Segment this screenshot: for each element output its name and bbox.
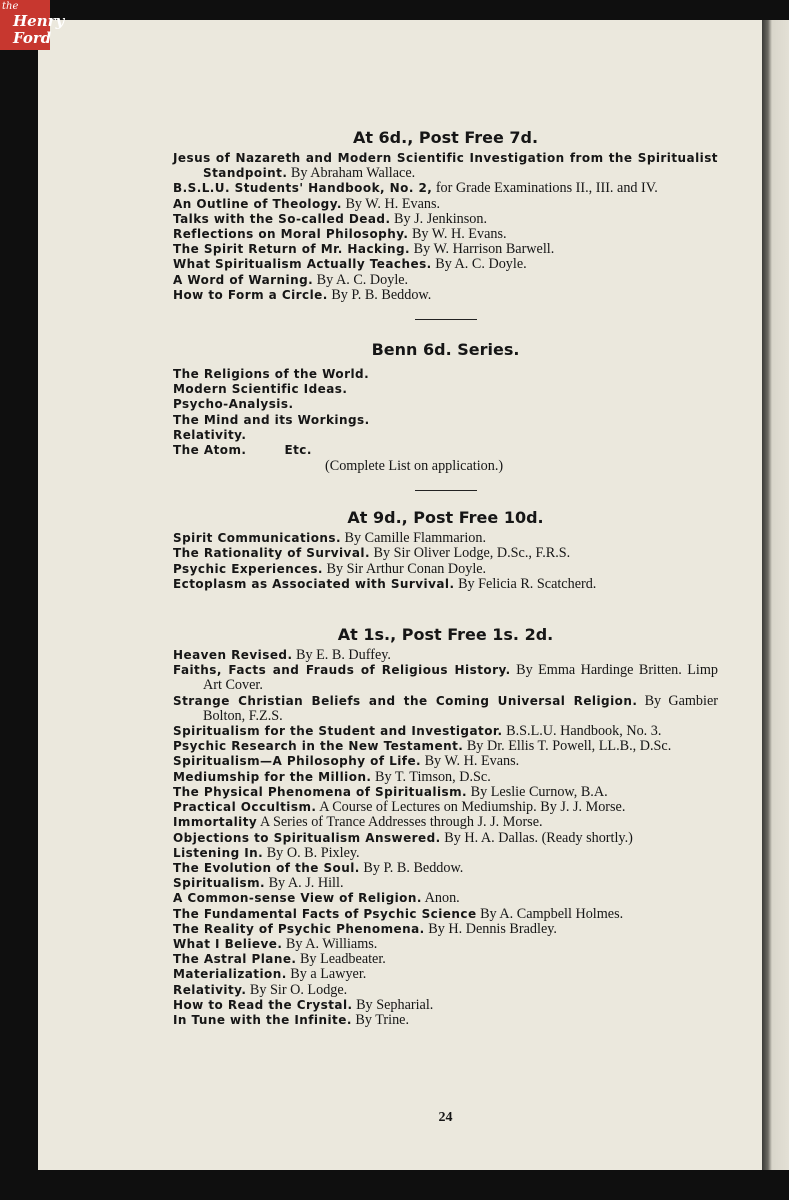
catalog-entry bbox=[173, 242, 718, 257]
section-divider bbox=[415, 319, 477, 320]
entry-title: In Tune with the Infinite. bbox=[173, 1012, 352, 1027]
entry-author: By Gambier Bolton, F.Z.S. bbox=[203, 692, 718, 724]
entry-author: B.S.L.U. Handbook, No. 3. bbox=[506, 723, 662, 740]
entry-title: The Evolution of the Soul. bbox=[173, 860, 360, 875]
entry-author: By P. B. Beddow. bbox=[331, 286, 432, 303]
catalog-entry bbox=[173, 739, 718, 754]
entry-title: The Atom. bbox=[173, 443, 247, 458]
book-gutter bbox=[762, 20, 789, 1170]
entry-title: Materialization. bbox=[173, 967, 287, 982]
catalog-entry bbox=[173, 815, 718, 830]
entry-author: By a Lawyer. bbox=[290, 966, 367, 983]
catalog-entry bbox=[173, 724, 718, 739]
entry-author: By P. B. Beddow. bbox=[363, 859, 464, 876]
catalog-entry bbox=[173, 831, 718, 846]
catalog-section-1s bbox=[173, 622, 718, 1028]
entry-title: B.S.L.U. Students' Handbook, No. 2, bbox=[173, 181, 433, 196]
catalog-entry bbox=[173, 770, 718, 785]
page-content bbox=[173, 125, 719, 1125]
entry-author: By A. Williams. bbox=[285, 935, 378, 952]
catalog-entry bbox=[173, 562, 718, 577]
entry-title: Relativity. bbox=[173, 427, 247, 442]
entry-author: By H. Dennis Bradley. bbox=[428, 920, 557, 937]
catalog-entry bbox=[173, 937, 718, 952]
catalog-entry bbox=[173, 907, 718, 922]
catalog-entry bbox=[173, 382, 718, 397]
entry-author: By E. B. Duffey. bbox=[296, 647, 391, 664]
entry-title: What Spiritualism Actually Teaches. bbox=[173, 257, 432, 272]
page-number: 24 bbox=[438, 1110, 453, 1125]
entry-title: Ectoplasm as Associated with Survival. bbox=[173, 576, 455, 591]
catalog-entry bbox=[173, 257, 718, 272]
catalog-entry bbox=[173, 694, 718, 724]
entry-title: Relativity. bbox=[173, 982, 247, 997]
catalog-entry bbox=[173, 800, 718, 815]
entry-author: By W. Harrison Barwell. bbox=[413, 241, 555, 258]
entry-title: How to Form a Circle. bbox=[173, 287, 328, 302]
entry-etc: Etc. bbox=[284, 443, 312, 458]
entry-author: Anon. bbox=[424, 890, 460, 907]
entry-author: By Felicia R. Scatcherd. bbox=[458, 575, 597, 592]
entry-author: By A. C. Doyle. bbox=[316, 271, 409, 288]
entry-author: A Course of Lectures on Mediumship. By J. J. Morse. bbox=[319, 799, 626, 816]
catalog-entry bbox=[173, 531, 718, 546]
catalog-entry bbox=[173, 967, 718, 982]
catalog-entry bbox=[173, 577, 718, 592]
catalog-entry bbox=[173, 876, 718, 891]
catalog-section-benn bbox=[173, 337, 718, 474]
entry-title: The Spirit Return of Mr. Hacking. bbox=[173, 242, 411, 257]
entry-author: By W. H. Evans. bbox=[345, 195, 441, 212]
catalog-entry bbox=[173, 846, 718, 861]
catalog-entry bbox=[173, 546, 718, 561]
entry-author: By Sir Oliver Lodge, D.Sc., F.R.S. bbox=[373, 545, 571, 562]
entry-title: Psychic Experiences. bbox=[173, 561, 323, 576]
catalog-entry bbox=[173, 227, 718, 242]
catalog-entry bbox=[173, 922, 718, 937]
entry-title: Practical Occultism. bbox=[173, 800, 317, 815]
entry-title: Listening In. bbox=[173, 845, 264, 860]
entry-author: By W. H. Evans. bbox=[411, 226, 507, 243]
catalog-entry bbox=[173, 983, 718, 998]
entry-title: An Outline of Theology. bbox=[173, 196, 342, 211]
entry-author: By J. Jenkinson. bbox=[394, 210, 488, 227]
logo-text-the: the bbox=[2, 1, 19, 12]
entry-author: By Sir O. Lodge. bbox=[249, 981, 348, 998]
entry-title: Spiritualism for the Student and Investigator. bbox=[173, 724, 503, 739]
entry-title: What I Believe. bbox=[173, 936, 283, 951]
entry-title: Heaven Revised. bbox=[173, 648, 293, 663]
logo-text-ford: Ford bbox=[13, 29, 52, 47]
entry-title: Psycho-Analysis. bbox=[173, 397, 294, 412]
entry-title: Mediumship for the Million. bbox=[173, 769, 372, 784]
entry-author: By T. Timson, D.Sc. bbox=[375, 768, 491, 785]
entry-author: By Sepharial. bbox=[356, 996, 434, 1013]
catalog-entry bbox=[173, 663, 718, 693]
catalog-entry bbox=[173, 428, 718, 443]
entry-title: Spirit Communications. bbox=[173, 531, 341, 546]
section-heading: At 9d., Post Free 10d. bbox=[347, 508, 544, 528]
entry-author: By Abraham Wallace. bbox=[290, 165, 416, 182]
catalog-entry bbox=[173, 861, 718, 876]
catalog-entry bbox=[173, 413, 718, 428]
entry-author: By Leslie Curnow, B.A. bbox=[470, 783, 608, 800]
entry-author: By O. B. Pixley. bbox=[266, 844, 360, 861]
logo-text-henry: Henry bbox=[13, 12, 65, 30]
catalog-entry bbox=[173, 273, 718, 288]
section-heading: At 1s., Post Free 1s. 2d. bbox=[337, 625, 554, 645]
catalog-section-9d bbox=[173, 505, 718, 592]
catalog-entry bbox=[173, 754, 718, 769]
catalog-entry bbox=[173, 288, 718, 303]
entry-author: By A. C. Doyle. bbox=[435, 256, 527, 273]
entry-title: The Rationality of Survival. bbox=[173, 546, 370, 561]
henry-ford-logo bbox=[0, 0, 65, 50]
entry-title: Psychic Research in the New Testament. bbox=[173, 739, 464, 754]
entry-title: The Reality of Psychic Phenomena. bbox=[173, 921, 425, 936]
entry-title: How to Read the Crystal. bbox=[173, 997, 353, 1012]
entry-title: Strange Christian Beliefs and the Coming Universal Religion. bbox=[173, 693, 638, 708]
entry-author: By W. H. Evans. bbox=[424, 753, 520, 770]
catalog-entry bbox=[173, 648, 718, 663]
section-heading: At 6d., Post Free 7d. bbox=[352, 128, 539, 147]
entry-title: Reflections on Moral Philosophy. bbox=[173, 227, 409, 242]
entry-author: By Leadbeater. bbox=[299, 951, 386, 968]
catalog-section-6d bbox=[173, 125, 718, 303]
catalog-entry bbox=[173, 1013, 718, 1028]
entry-title: The Religions of the World. bbox=[173, 367, 370, 382]
entry-title: A Word of Warning. bbox=[173, 272, 314, 287]
entry-title: Spiritualism. bbox=[173, 876, 266, 891]
entry-title: Faiths, Facts and Frauds of Religious History. bbox=[173, 663, 511, 678]
catalog-entry bbox=[173, 998, 718, 1013]
section-heading: Benn 6d. Series. bbox=[371, 340, 520, 360]
section-note: (Complete List on application.) bbox=[325, 458, 504, 475]
section-divider bbox=[415, 490, 477, 491]
entry-title: Talks with the So-called Dead. bbox=[173, 211, 391, 226]
entry-author: By Sir Arthur Conan Doyle. bbox=[326, 560, 487, 577]
entry-author: By Camille Flammarion. bbox=[344, 530, 487, 547]
book-page bbox=[38, 20, 762, 1170]
entry-title: The Fundamental Facts of Psychic Science bbox=[173, 906, 477, 921]
entry-title: The Astral Plane. bbox=[173, 952, 297, 967]
catalog-entry bbox=[173, 785, 718, 800]
entry-title: Modern Scientific Ideas. bbox=[173, 382, 348, 397]
entry-title: Objections to Spiritualism Answered. bbox=[173, 830, 441, 845]
entry-title: Jesus of Nazareth and Modern Scientific Investigation from the Spiritualist Standpoint. bbox=[173, 151, 718, 181]
entry-title: The Physical Phenomena of Spiritualism. bbox=[173, 784, 468, 799]
entry-author: for Grade Examinations II., III. and IV. bbox=[435, 180, 658, 197]
entry-author: By Trine. bbox=[355, 1011, 410, 1028]
entry-title: Spiritualism—A Philosophy of Life. bbox=[173, 754, 422, 769]
catalog-entry bbox=[173, 151, 718, 181]
entry-author: By H. A. Dallas. (Ready shortly.) bbox=[444, 829, 633, 846]
catalog-entry bbox=[173, 891, 718, 906]
catalog-entry bbox=[173, 212, 718, 227]
entry-title: A Common-sense View of Religion. bbox=[173, 891, 422, 906]
entry-author: By Emma Hardinge Britten. Limp Art Cover. bbox=[203, 662, 719, 694]
entry-title: Immortality bbox=[173, 815, 258, 830]
entry-title: The Mind and its Workings. bbox=[173, 412, 370, 427]
catalog-entry bbox=[173, 367, 718, 382]
entry-author: By Dr. Ellis T. Powell, LL.B., D.Sc. bbox=[466, 738, 672, 755]
entry-author: A Series of Trance Addresses through J. J. Morse. bbox=[259, 814, 543, 831]
entry-author: By A. J. Hill. bbox=[268, 875, 344, 892]
catalog-entry bbox=[173, 197, 718, 212]
catalog-entry bbox=[173, 397, 718, 412]
catalog-entry bbox=[173, 952, 718, 967]
catalog-entry bbox=[173, 443, 718, 458]
entry-author: By A. Campbell Holmes. bbox=[480, 905, 624, 922]
catalog-entry bbox=[173, 181, 718, 196]
